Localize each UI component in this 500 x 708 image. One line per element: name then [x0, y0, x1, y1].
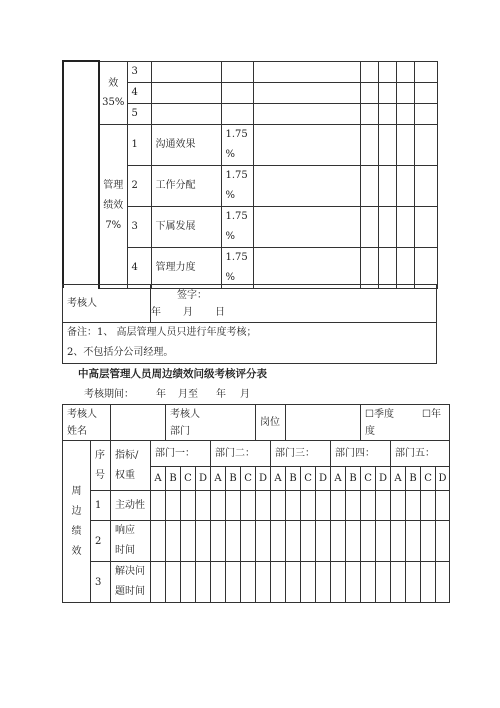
item-name: 管理力度 [151, 247, 221, 288]
table-row: 1 主动性 [63, 491, 450, 521]
season-checkbox[interactable]: ☐季度 [365, 408, 394, 420]
dept-3-header: 部门三： [271, 441, 331, 467]
peer-performance-label: 周 边 绩 效 [63, 441, 91, 603]
sign-label: 签字： [177, 289, 207, 301]
grade-header-row: A B C D A B C D A B C D A B C D A B C D [63, 467, 450, 491]
perf-category-cell [99, 61, 127, 124]
row-number: 4 [127, 247, 151, 288]
item-weight: 1.75 % [221, 247, 253, 288]
item-weight: 1.75 % [221, 124, 253, 165]
index-weight-header: 指标/ 权重 [111, 441, 151, 491]
row-number: 3 [127, 61, 151, 82]
assessor-label: 考核人 [63, 285, 151, 323]
row-number: 5 [127, 103, 151, 124]
dept-4-header: 部门四： [331, 441, 391, 467]
date-line: 年 月 日 [151, 306, 225, 318]
post-value[interactable] [286, 405, 361, 441]
signature-cell [151, 285, 437, 323]
note-1: 备注：1、 高层管理人员只进行年度考核； [67, 327, 257, 338]
dept-5-header: 部门五： [391, 441, 450, 467]
note-2: 2、不包括分公司经理。 [67, 347, 174, 358]
peer-evaluation-table [62, 404, 450, 603]
perf-pct: 35% [102, 96, 125, 108]
item-name: 工作分配 [151, 165, 221, 206]
row-number: 1 [127, 124, 151, 165]
assessor-name-label: 考核人 姓名 [63, 405, 111, 441]
assessment-period: 考核期间： 年 月至 年 月 [84, 389, 250, 400]
performance-table-footer [62, 284, 437, 364]
mgmt-label: 管理 [103, 180, 124, 191]
table-row: 3 解决问 题时间 [63, 562, 450, 603]
performance-table [62, 60, 438, 289]
item-weight: 1.75 % [221, 206, 253, 247]
item-weight: 1.75 % [221, 165, 253, 206]
row-number: 3 [127, 206, 151, 247]
item-name: 下属发展 [151, 206, 221, 247]
row-number: 4 [127, 82, 151, 103]
mgmt-category-cell [99, 124, 127, 288]
assessor-name-value[interactable] [111, 405, 166, 441]
assessor-dept-label: 考核人 部门 [166, 405, 256, 441]
row-number: 2 [127, 165, 151, 206]
year-checkbox[interactable]: ☐年 [422, 408, 441, 420]
table-row: 2 响应 时间 [63, 521, 450, 562]
notes-cell [63, 323, 437, 364]
perf-label: 效 [108, 77, 119, 89]
dept-2-header: 部门二： [211, 441, 271, 467]
form-title: 中高层管理人员周边绩效问级考核评分表 [78, 368, 267, 380]
post-label: 岗位 [256, 405, 286, 441]
mgmt-pct: 7% [105, 220, 122, 231]
period-type-cell: ☐季度 ☐年 度 [361, 405, 450, 441]
sequence-header: 序 号 [91, 441, 111, 491]
left-margin-cell [63, 61, 99, 288]
mgmt-label2: 绩效 [103, 200, 124, 211]
dept-1-header: 部门一： [151, 441, 211, 467]
item-name: 沟通效果 [151, 124, 221, 165]
